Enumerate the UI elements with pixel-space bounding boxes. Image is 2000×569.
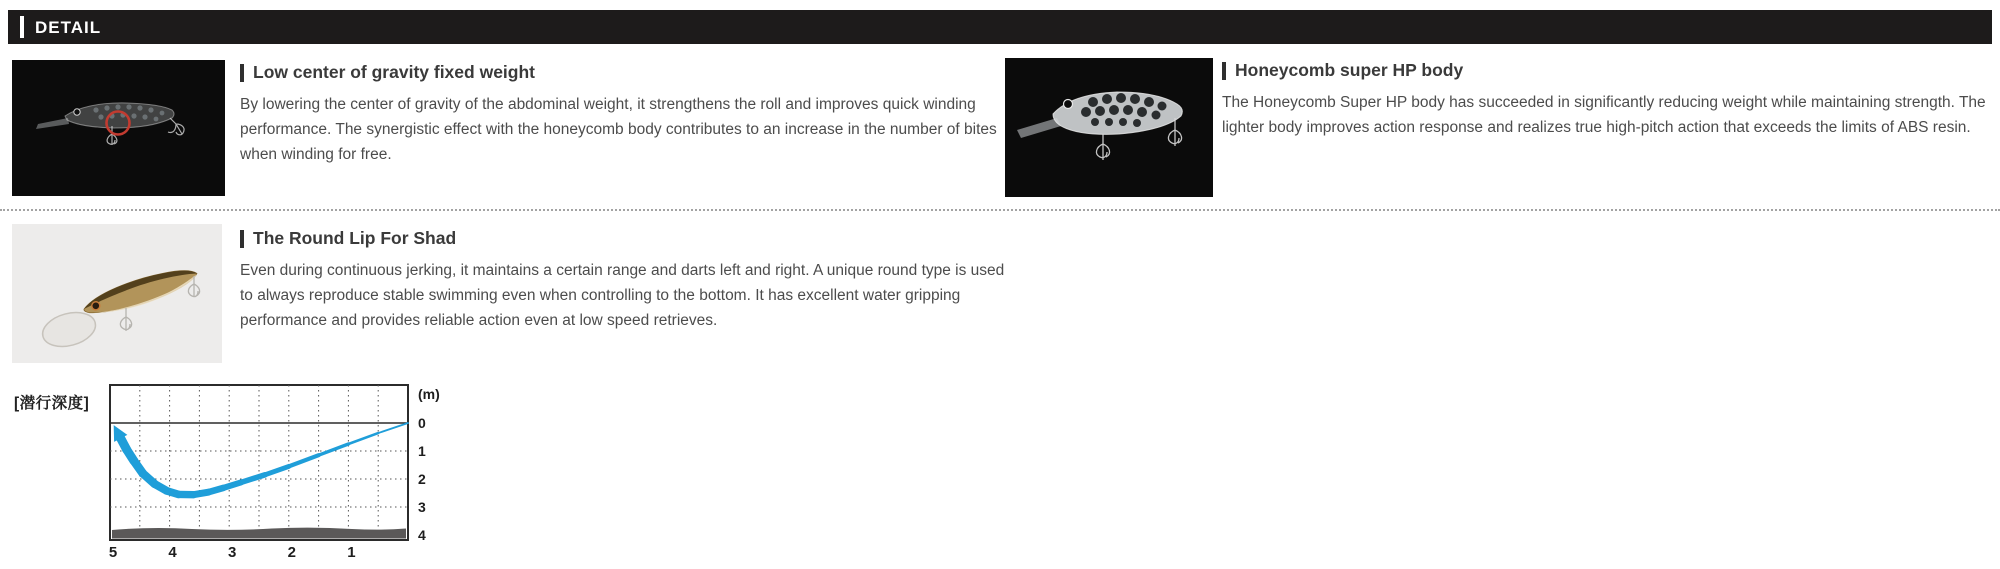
x-tick-label: 4 xyxy=(168,544,177,561)
x-tick-label: 5 xyxy=(108,544,118,561)
y-tick-label: 0 xyxy=(418,415,426,431)
x-tick-label: 1 xyxy=(347,544,356,561)
plot-border xyxy=(110,385,408,540)
depth-chart-svg xyxy=(2,383,472,569)
lure-eye xyxy=(74,109,80,115)
y-tick-label: 4 xyxy=(418,527,426,543)
feature-title xyxy=(1222,60,2000,81)
lure-xray-illustration xyxy=(12,60,225,196)
feature-body-text: The Honeycomb Super HP body has succeeded in significantly reducing weight while maintaining strength. The lighter body improves action response and realizes true high-pitch action that exceeds the limits of ABS resin. xyxy=(1222,94,1986,136)
title-accent-bar xyxy=(240,230,244,248)
chart-title: [潜行深度] xyxy=(14,395,90,412)
x-tick-label: 2 xyxy=(287,544,296,561)
feature-title-text: The Round Lip For Shad xyxy=(253,228,457,248)
feature-image-fixed-weight xyxy=(12,60,225,196)
y-tick-label: 2 xyxy=(418,471,426,487)
feature-title xyxy=(240,62,1018,83)
title-accent-bar xyxy=(240,64,244,82)
x-tick-label: 3 xyxy=(228,544,237,561)
chart-unit-label: (m) xyxy=(418,386,440,402)
diving-depth-chart xyxy=(2,383,472,569)
lure-eye xyxy=(1064,100,1073,109)
detail-header xyxy=(8,10,1992,44)
feature-title-text: Honeycomb super HP body xyxy=(1235,60,1464,80)
feature-title xyxy=(240,228,1018,249)
feature-section-round-lip xyxy=(240,228,1018,333)
feature-section-fixed-weight xyxy=(240,62,1018,167)
feature-image-round-lip xyxy=(12,224,222,363)
title-accent-bar xyxy=(1222,62,1226,80)
depth-curve-segment xyxy=(121,438,127,449)
lure-round-lip-illustration xyxy=(12,224,222,363)
feature-body-text: Even during continuous jerking, it maintains a certain range and darts left and right. A unique round type is used to always reproduce stable swimming even when controlling to the bottom. It has excellent water gripping performance and provides reliable action even at low speed retrieves. xyxy=(240,262,1005,329)
y-tick-label: 3 xyxy=(418,499,426,515)
lure-honeycomb-illustration xyxy=(1005,58,1213,197)
section-divider xyxy=(0,209,2000,211)
feature-title-text: Low center of gravity fixed weight xyxy=(253,62,535,82)
feature-body-text: By lowering the center of gravity of the abdominal weight, it strengthens the roll and improves quick winding performance. The synergistic effect with the honeycomb body contributes to an increase in the number of bites when winding for free. xyxy=(240,96,997,163)
feature-section-honeycomb-body xyxy=(1222,60,2000,140)
detail-header-title: DETAIL xyxy=(35,18,102,37)
header-accent-bar xyxy=(20,16,24,38)
feature-image-honeycomb-body xyxy=(1005,58,1213,197)
y-tick-label: 1 xyxy=(418,443,426,459)
